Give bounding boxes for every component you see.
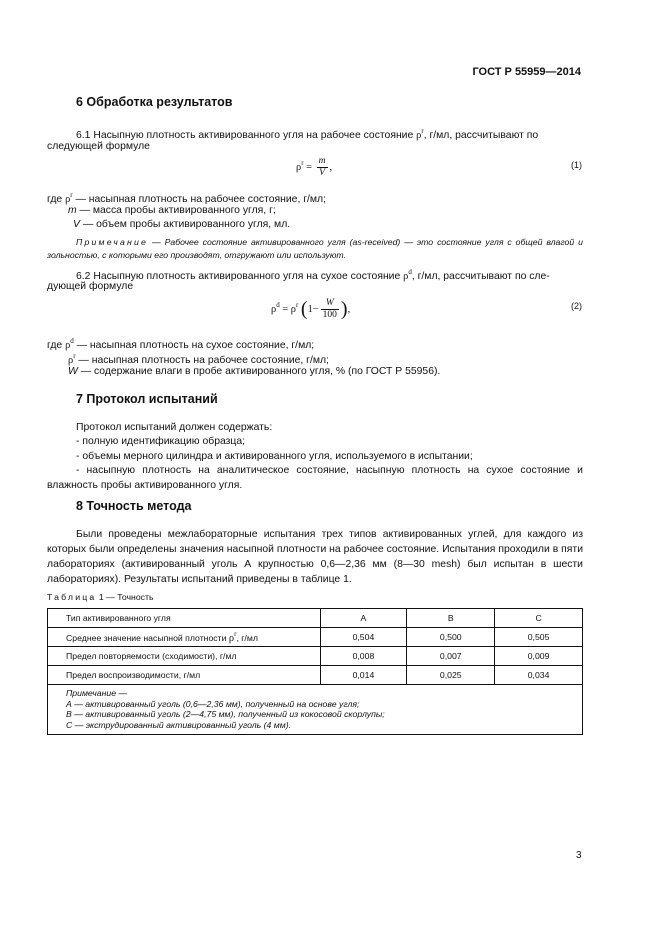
table-cell: 0,014 [320,666,407,685]
section-7-heading: 7 Протокол испытаний [76,392,218,406]
para-6-1-tail: , г/мл, рассчитывают по [423,130,539,141]
precision-table [47,608,583,735]
table-row-label: Среднее значение насыпной плотности $\rho^r$, г/мл [48,628,321,647]
table-note-line: А — активированный уголь (0,6—2,36 мм), полученный на основе угля; [66,698,360,709]
where2-rho-r: $\rho^r$ — насыпная плотность на рабочее состояние, г/мл; [68,352,329,366]
section-7-item: - полную идентификацию образца; [76,436,246,447]
formula-1: $\rho^r$ = $\frac{m}{V}$ , [296,156,333,178]
table-cell: 0,009 [495,647,583,666]
table-row [48,628,583,647]
formula-1-number: (1) [571,160,582,170]
formula-2: $\rho^d = \rho^r$ (1− $\frac{W}{100}$ ), [271,298,351,321]
rho-r-symbol: $\rho^r$ [416,127,424,141]
note-6-1: Примечание — Рабочее состояние активированного угля (as-received) — это состояние угля с общей влагой и зольностью, с которыми его производят, отгружают или используют. [47,237,583,260]
table-header-row [48,609,583,628]
table-note-line: В — активированный уголь (2—4,75 мм), полученный из кокосовой скорлупы; [66,709,385,719]
section-7-intro: Протокол испытаний должен содержать: [76,422,273,433]
table-cell: 0,505 [495,628,583,647]
table-header-cell: Тип активированного угля [48,609,321,628]
section-6-heading: 6 Обработка результатов [76,95,233,109]
where1-v: V — объем пробы активированного угля, мл. [73,219,291,230]
formula-2-number: (2) [571,301,582,311]
standard-id-header: ГОСТ Р 55959—2014 [472,66,581,78]
table-note-line: С — экструдированный активированный уголь (4 мм). [66,719,292,730]
where2-rho-d: где $\rho^d$ — насыпная плотность на сухое состояние, г/мл; [47,337,315,351]
table-row [48,666,583,685]
para-6-2-line1: 6.2 Насыпную плотность активированного угля на сухое состояние $\rho^d$, г/мл, рассчитывают по сле- [76,268,550,282]
where1-rho: где $\rho^r$ — насыпная плотность на рабочее состояние, г/мл; [47,191,327,205]
table-cell: 0,034 [495,666,583,685]
table-cell: 0,008 [320,647,407,666]
table-row-label: Предел воспроизводимости, г/мл [48,666,321,685]
table-note-row [48,685,583,735]
where2-w: W — содержание влаги в пробе активированного угля, % (по ГОСТ Р 55956). [68,366,441,377]
table-header-cell: А [320,609,407,628]
table-note [48,685,583,735]
where1-m: m — масса пробы активированного угля, г; [68,205,276,216]
section-7-item: - насыпную плотность на аналитическое состояние, насыпную плотность на сухое состояние и влажность пробы активированного угля. [47,465,583,491]
section-7-item: - объемы мерного цилиндра и активированного угля, используемого в испытании; [76,451,473,462]
table-cell: 0,007 [407,647,495,666]
table-cell: 0,504 [320,628,407,647]
page-number: 3 [576,850,582,861]
para-6-1-text: 6.1 Насыпную плотность активированного угля на рабочее состояние [76,130,414,141]
table-1-caption: Таблица 1 — Точность [47,592,154,602]
table-header-cell: С [495,609,583,628]
table-note-line: Примечание — [66,688,128,698]
table-cell: 0,025 [407,666,495,685]
table-header-cell: В [407,609,495,628]
table-row-label: Предел повторяемости (сходимости), г/мл [48,647,321,666]
table-row [48,647,583,666]
para-6-1-line2: следующей формуле [47,141,150,152]
para-6-2-line2: дующей формуле [47,281,134,292]
section-8-heading: 8 Точность метода [76,499,192,513]
table-cell: 0,500 [407,628,495,647]
section-8-paragraph: Были проведены межлабораторные испытания трех типов активированных углей, для каждого из которых были определены значения насыпной плотности на рабочее состояние. Испытания проходили в пяти лабораториях (активированный уголь А крупностью 0,6—2,36 мм (8—30 mesh) был испытан в шести лабораториях). Результаты испытаний приведены в таблице 1. [47,529,583,585]
